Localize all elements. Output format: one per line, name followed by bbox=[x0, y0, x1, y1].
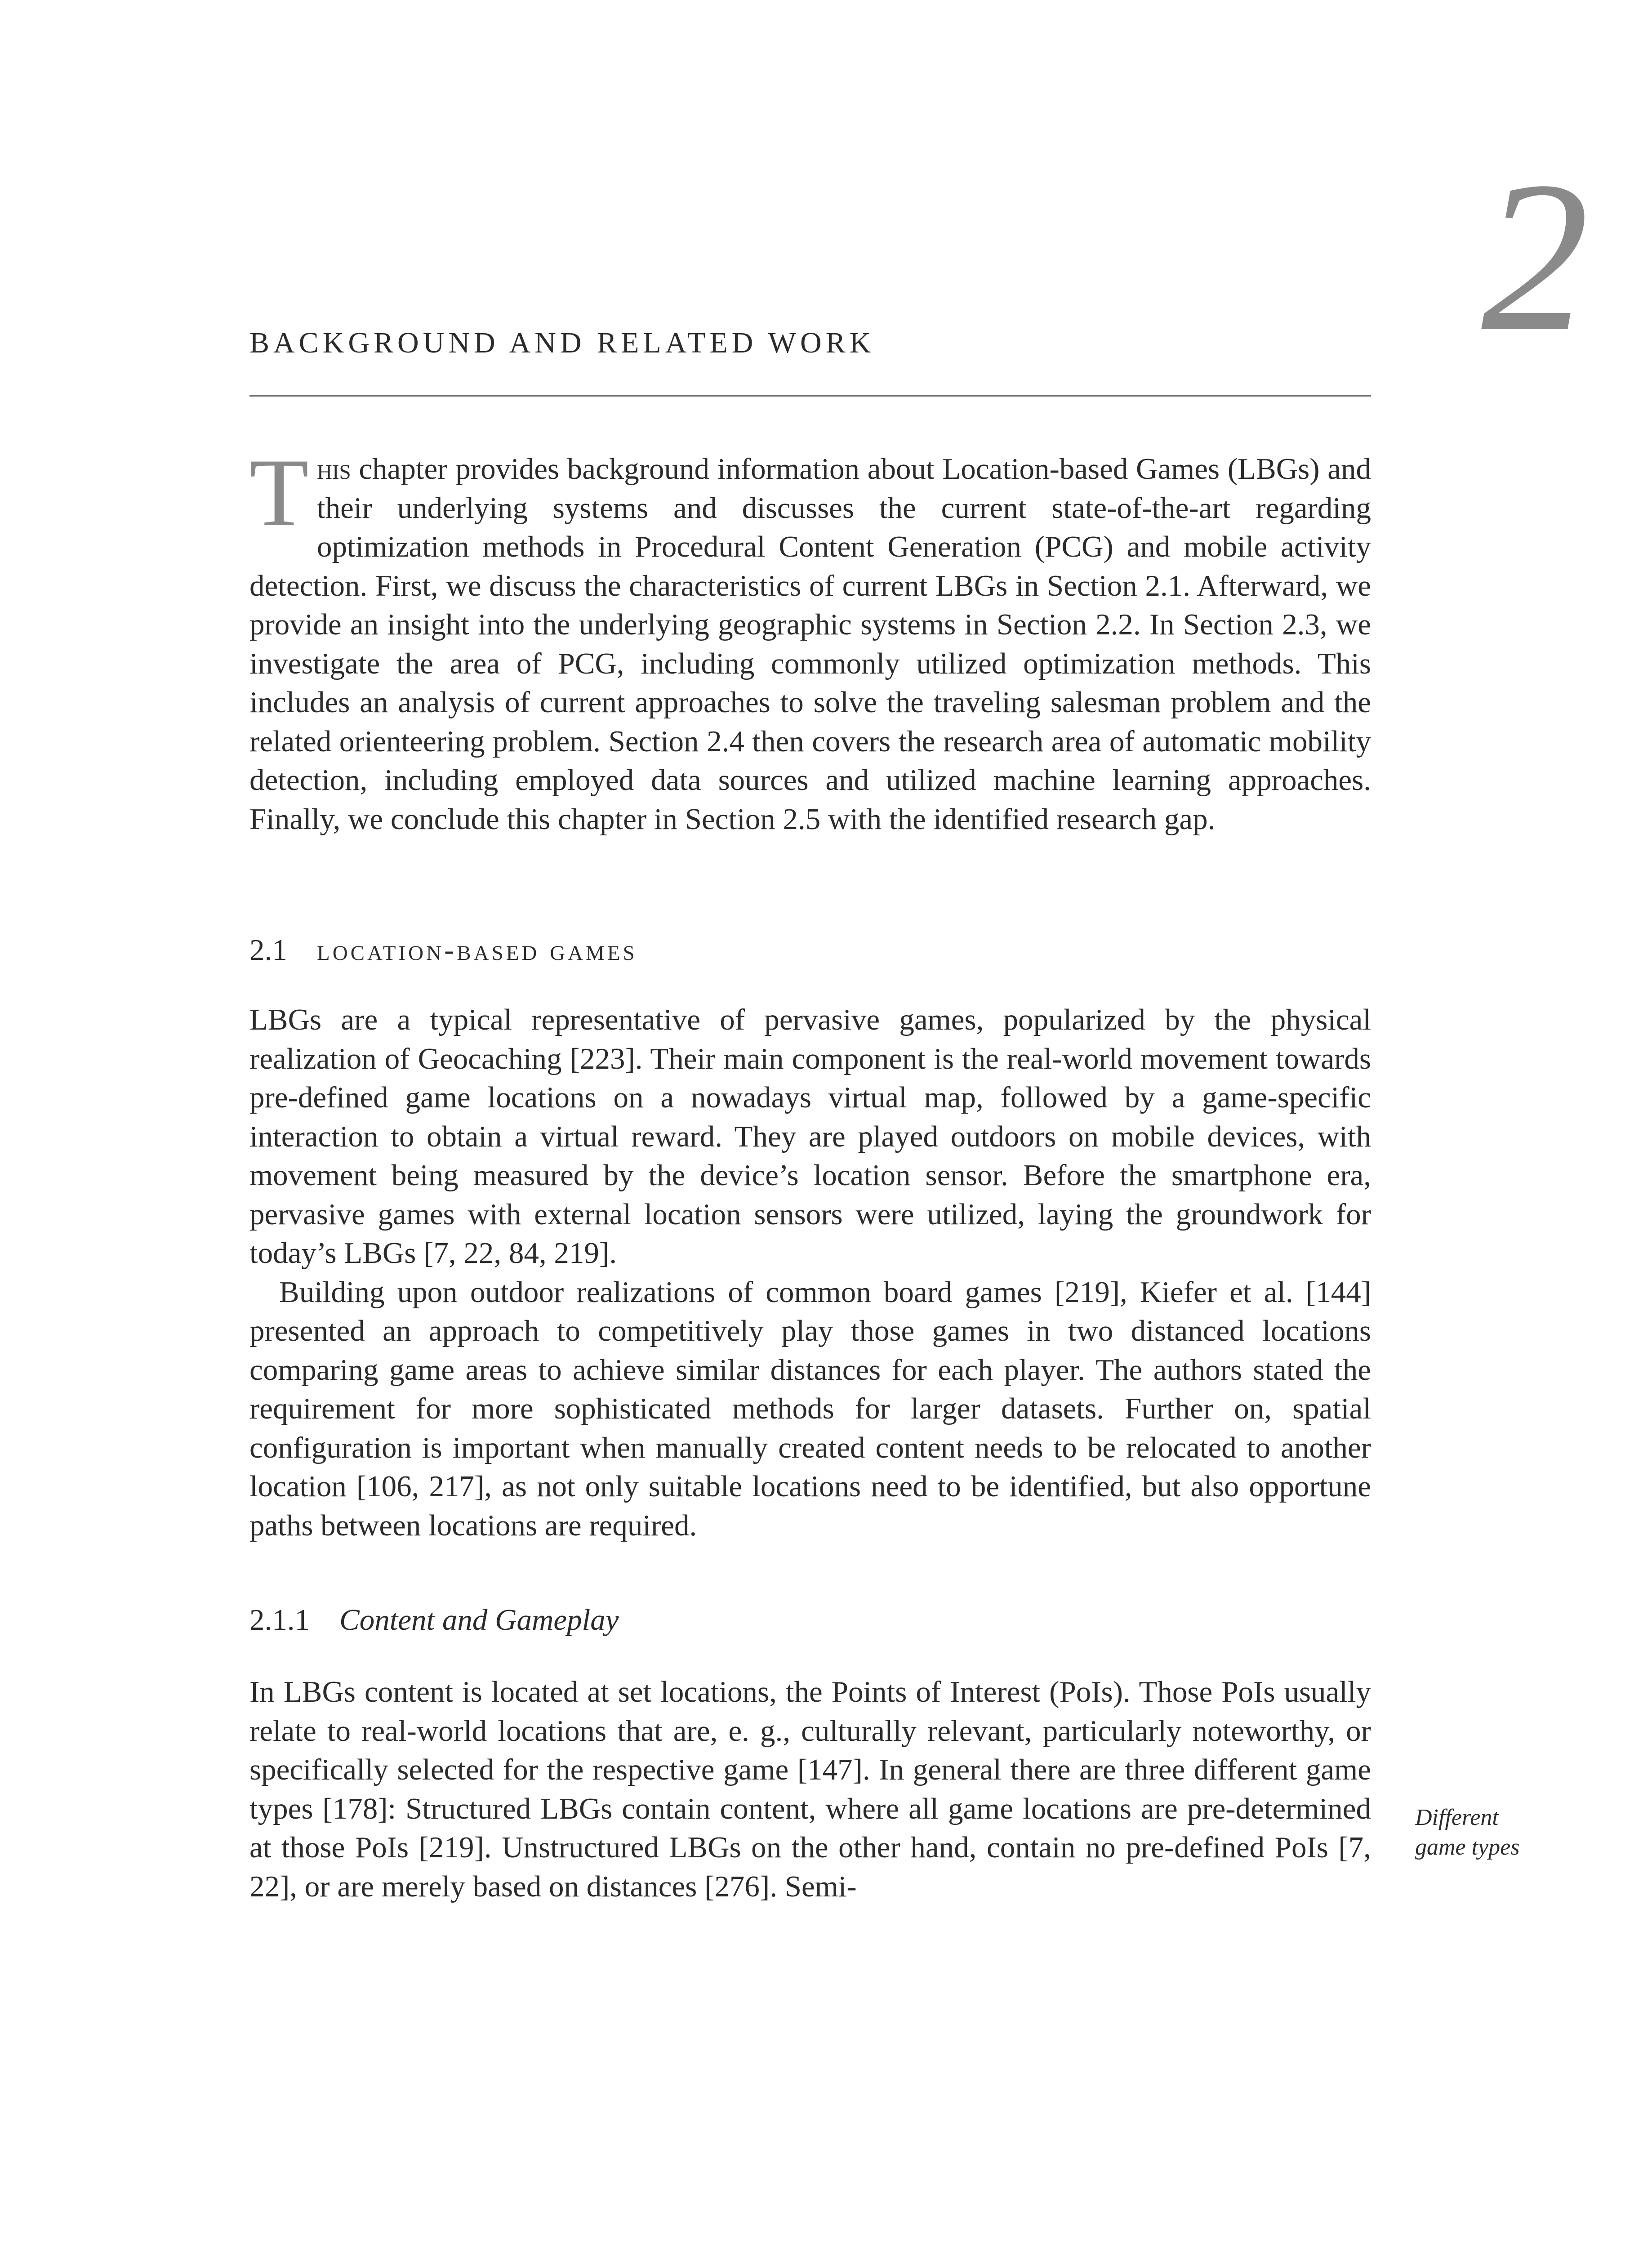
margin-note bbox=[1415, 1803, 1550, 1862]
section-number: 2.1 bbox=[249, 933, 287, 967]
subsection-paragraph: In LBGs content is located at set locations, the Points of Interest (PoIs). Those PoIs usually relate to real-world locations that are, e. g., culturally relevant, particularly noteworthy, or specifically selected for the respective game [147]. In general there are three different game types [178]: Structured LBGs contain content, where all game locations are pre-determined at those PoIs [219]. Unstructured LBGs on the other hand, contain no pre-defined PoIs [7, 22], or are merely based on distances [276]. Semi- bbox=[249, 1675, 1371, 1903]
section-paragraph-2: Building upon outdoor realizations of common board games [219], Kiefer et al. [144] presented an approach to competitively play those games in two distanced locations comparing game areas to achieve similar distances for each player. The authors stated the requirement for more sophisticated methods for larger datasets. Further on, spatial configuration is important when manually created content needs to be relocated to another location [106, 217], as not only suitable locations need to be identified, but also opportune paths between locations are required. bbox=[249, 1275, 1371, 1542]
section-body bbox=[249, 1000, 1371, 1545]
subsection-number: 2.1.1 bbox=[249, 1603, 310, 1637]
subsection-title: Content and Gameplay bbox=[339, 1603, 619, 1637]
intro-paragraph bbox=[249, 439, 1371, 839]
margin-note-line-1: Different bbox=[1415, 1805, 1499, 1830]
intro-lead: his bbox=[316, 452, 351, 486]
chapter-title: BACKGROUND AND RELATED WORK bbox=[249, 326, 875, 359]
chapter-number: 2 bbox=[1481, 137, 1589, 376]
margin-note-line-2: game types bbox=[1415, 1834, 1520, 1860]
section-heading bbox=[249, 933, 637, 968]
section-title: location-based games bbox=[317, 933, 637, 967]
subsection-heading bbox=[249, 1603, 619, 1637]
subsection-body bbox=[249, 1673, 1371, 1906]
intro-text: chapter provides background information about Location-based Games (LBGs) and their underlying systems and discusses the current state-of-the-art regarding optimization methods in Procedural Content Generation (PCG) and mobile activity detection. First, we discuss the characteristics of current LBGs in Section 2.1. Afterward, we provide an insight into the underlying geographic systems in Section 2.2. In Section 2.3, we investigate the area of PCG, including commonly utilized optimization methods. This includes an analysis of current approaches to solve the traveling salesman problem and the related orienteering problem. Section 2.4 then covers the research area of automatic mobility detection, including employed data sources and utilized machine learning approaches. Finally, we conclude this chapter in Section 2.5 with the identified research gap. bbox=[249, 452, 1371, 836]
section-paragraph-1: LBGs are a typical representative of pervasive games, popularized by the physical realization of Geocaching [223]. Their main component is the real-world movement towards pre-defined game locations on a nowadays virtual map, followed by a game-specific interaction to obtain a virtual reward. They are played outdoors on mobile devices, with movement being measured by the device’s location sensor. Before the smartphone era, pervasive games with external location sensors were utilized, laying the groundwork for today’s LBGs [7, 22, 84, 219]. bbox=[249, 1003, 1371, 1270]
drop-cap: T bbox=[249, 439, 309, 546]
chapter-title-rule bbox=[249, 395, 1371, 397]
